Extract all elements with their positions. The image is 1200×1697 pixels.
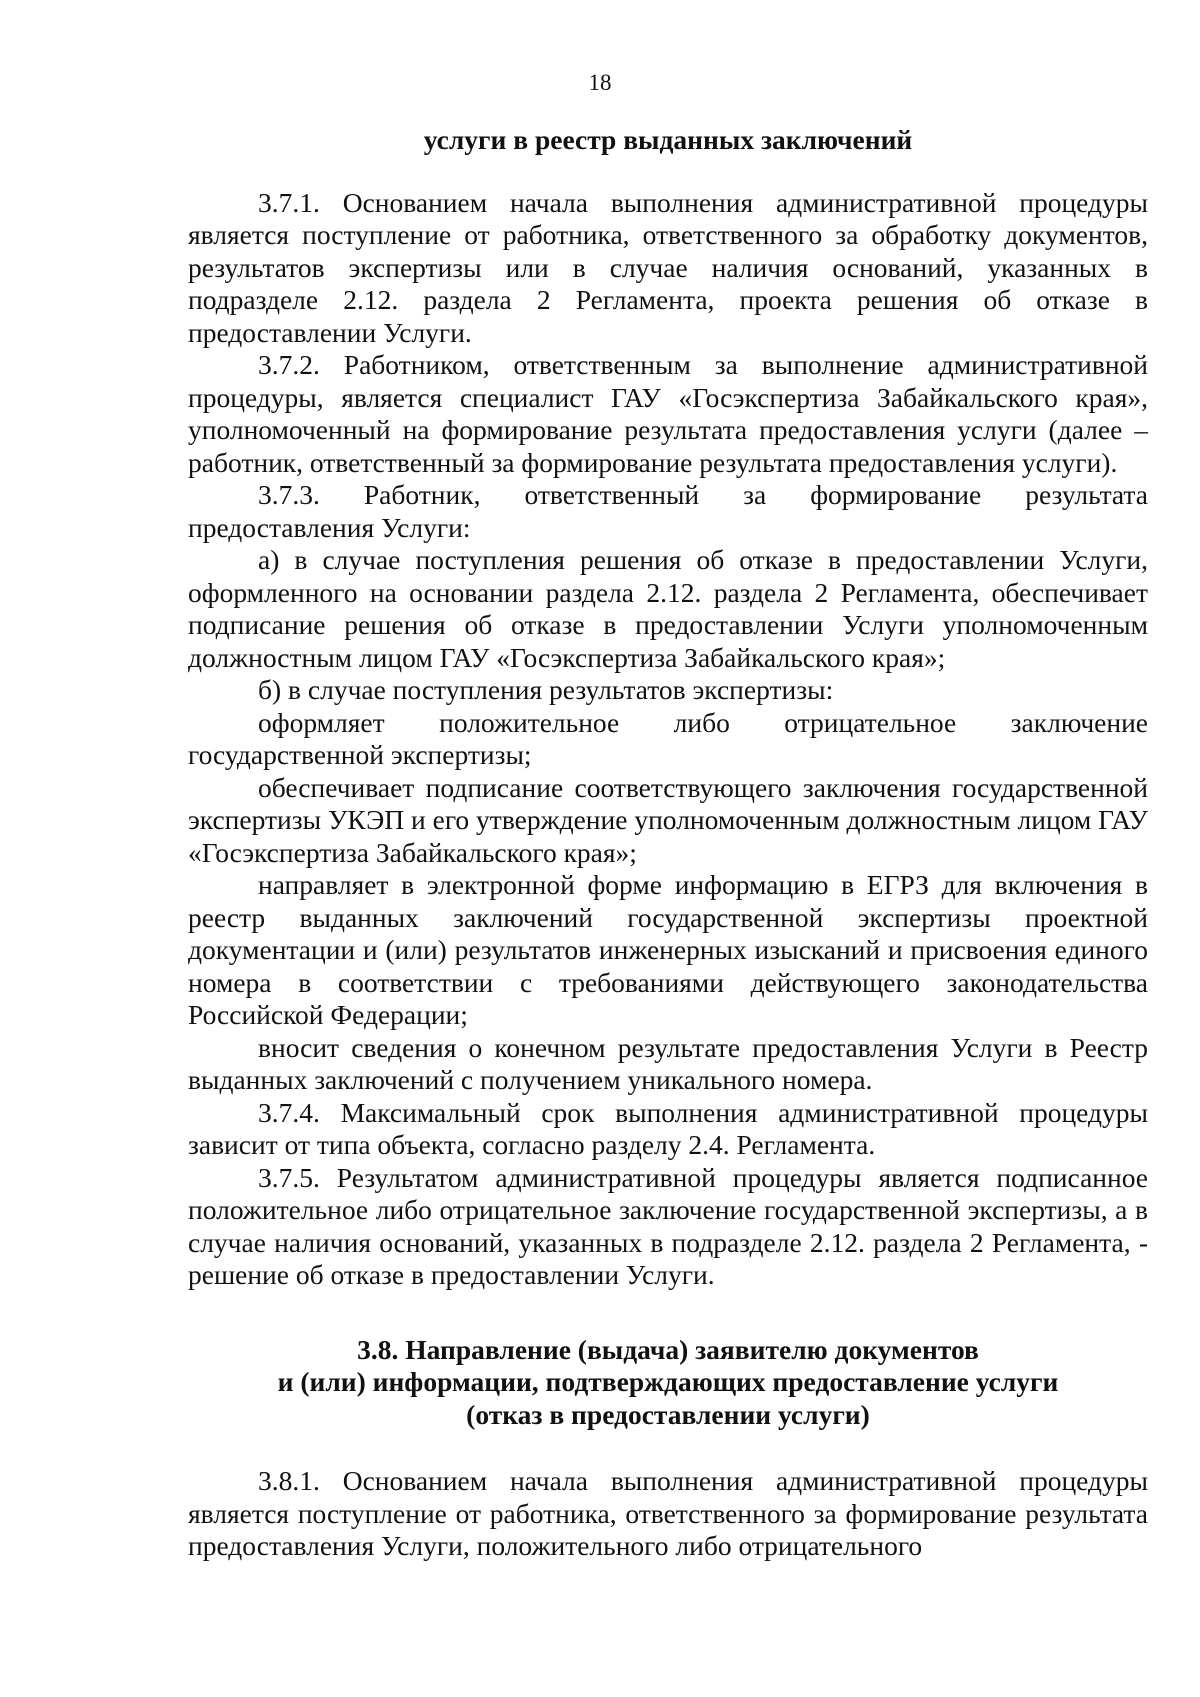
paragraph-3-7-3-b-4: вносит сведения о конечном результате предоставления Услуги в Реестр выданных заключений с получением уникального номера. [188, 1031, 1148, 1095]
paragraph-3-7-3-b-3: направляет в электронной форме информацию в ЕГРЗ для включения в реестр выданных заключений государственной экспертизы проектной документации и (или) результатов инженерных изысканий и присвоения единого номера в соответствии с требованиями действующего законодательства Российской Федерации; [188, 869, 1148, 1030]
section-heading-line-3: (отказ в предоставлении услуги) [466, 1398, 870, 1430]
paragraph-3-7-3-b-1: оформляет положительное либо отрицательное заключение государственной экспертизы; [188, 706, 1148, 770]
page-number: 18 [588, 70, 612, 95]
paragraph-3-7-5: 3.7.5. Результатом административной процедуры является подписанное положительное либо отрицательное заключение государственной экспертизы, а в случае наличия оснований, указанных в подразделе 2.12. раздела 2 Регламента, - решение об отказе в предоставлении Услуги. [188, 1161, 1148, 1290]
section-heading-3-8 [188, 1334, 1148, 1432]
paragraph-3-7-3: 3.7.3. Работник, ответственный за формирование результата предоставления Услуги: [188, 479, 1148, 543]
paragraph-3-7-4: 3.7.4. Максимальный срок выполнения административной процедуры зависит от типа объекта, согласно разделу 2.4. Регламента. [188, 1096, 1148, 1160]
paragraph-3-7-3-b: б) в случае поступления результатов экспертизы: [258, 674, 834, 705]
paragraph-3-7-1: 3.7.1. Основанием начала выполнения административной процедуры является поступление от работника, ответственного за обработку документов, результатов экспертизы или в случае наличия оснований, указанных в подразделе 2.12. раздела 2 Регламента, проекта решения об отказе в предоставлении Услуги. [188, 186, 1148, 348]
section-heading-line-1: 3.8. Направление (выдача) заявителю документов [357, 1333, 979, 1365]
continued-heading: услуги в реестр выданных заключений [423, 124, 913, 155]
paragraph-3-7-3-b-2: обеспечивает подписание соответствующего заключения государственной экспертизы УКЭП и его утверждение уполномоченным должностным лицом ГАУ «Госэкспертиза Забайкальского края»; [188, 771, 1148, 868]
section-heading-line-2: и (или) информации, подтверждающих предоставление услуги [277, 1366, 1059, 1397]
paragraph-3-7-3-a: а) в случае поступления решения об отказе в предоставлении Услуги, оформленного на основании раздела 2.12. раздела 2 Регламента, обеспечивает подписание решения об отказе в предоставлении Услуги уполномоченным должностным лицом ГАУ «Госэкспертиза Забайкальского края»; [188, 544, 1148, 673]
paragraph-3-7-2: 3.7.2. Работником, ответственным за выполнение административной процедуры, является специалист ГАУ «Госэкспертиза Забайкальского края», уполномоченный на формирование результата предоставления услуги (далее – работник, ответственный за формирование результата предоставления услуги). [188, 349, 1148, 478]
page-content [188, 124, 1148, 1563]
paragraph-3-8-1: 3.8.1. Основанием начала выполнения административной процедуры является поступление от работника, ответственного за формирование результата предоставления Услуги, положительного либо отрицательного [188, 1465, 1148, 1561]
